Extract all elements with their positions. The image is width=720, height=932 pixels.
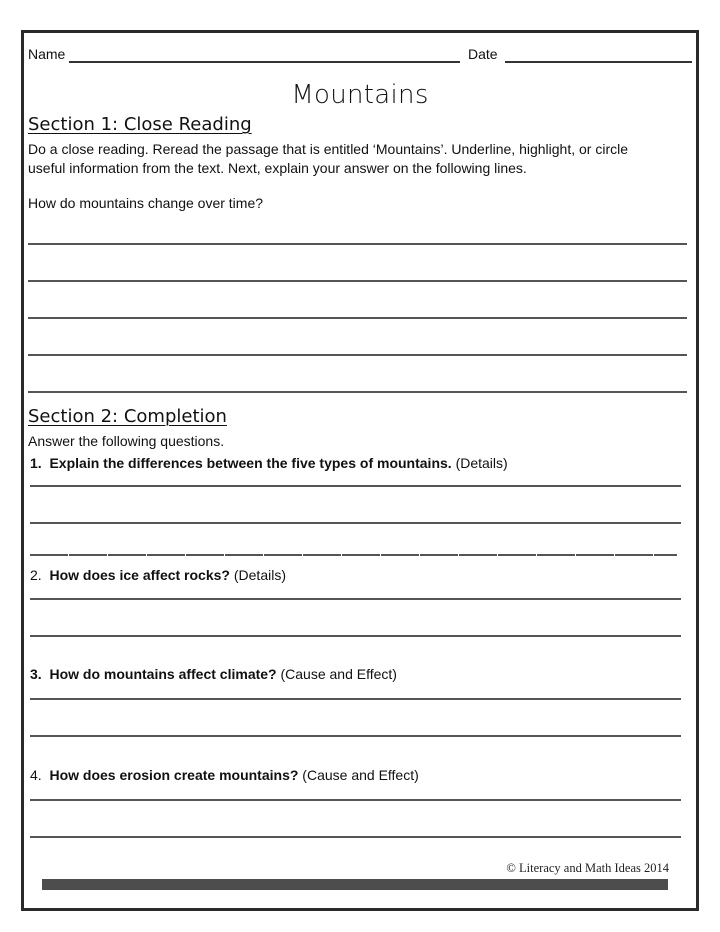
question-4-text: How does erosion create mountains? [49,767,299,783]
question-2-text: How does ice affect rocks? [49,567,230,583]
question-4-hint: (Cause and Effect) [302,767,419,783]
answer-line[interactable] [28,354,687,356]
question-4-number: 4. [30,767,42,783]
section2-heading: Section 2: Completion [28,406,227,427]
answer-line[interactable] [30,554,677,556]
question-1-hint: (Details) [455,455,508,471]
answer-line[interactable] [30,598,681,600]
answer-line[interactable] [30,698,681,700]
answer-line[interactable] [30,836,681,838]
section1-instructions-line1: Do a close reading. Reread the passage that is entitled ‘Mountains’. Underline, highlight, or circle [28,141,629,157]
section1-heading: Section 1: Close Reading [28,114,252,135]
answer-line[interactable] [30,522,681,524]
question-3-number: 3. [30,666,42,682]
question-3 [30,666,397,682]
page-title: Mountains [291,80,429,110]
section1-instructions-line2: useful information from the text. Next, explain your answer on the following lines. [28,160,527,176]
question-1-number: 1. [30,455,42,471]
date-field[interactable] [505,61,692,63]
question-1-text: Explain the differences between the five types of mountains. [49,455,452,471]
question-3-text: How do mountains affect climate? [49,666,277,682]
section2-instructions: Answer the following questions. [28,433,225,449]
answer-line[interactable] [30,635,681,637]
name-label: Name [28,46,66,62]
answer-line[interactable] [30,485,681,487]
question-2 [30,567,286,583]
answer-line[interactable] [30,799,681,801]
answer-line[interactable] [28,391,687,393]
question-2-number: 2. [30,567,42,583]
date-label: Date [468,46,498,62]
question-4 [30,767,419,783]
answer-line[interactable] [28,317,687,319]
question-1 [30,455,508,471]
answer-line[interactable] [28,280,687,282]
question-2-hint: (Details) [233,567,286,583]
question-3-hint: (Cause and Effect) [280,666,397,682]
answer-line[interactable] [28,243,687,245]
name-field[interactable] [69,61,460,63]
answer-line[interactable] [30,735,681,737]
footer-bar [42,879,668,890]
copyright-text: © Literacy and Math Ideas 2014 [506,861,669,875]
section1-question: How do mountains change over time? [28,195,264,211]
